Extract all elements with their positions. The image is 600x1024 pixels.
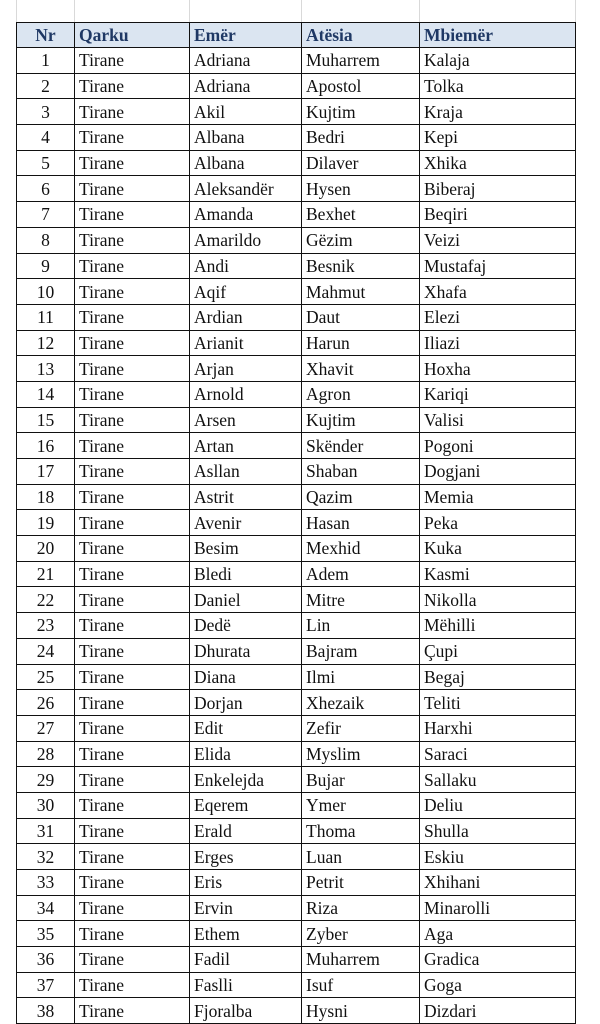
table-row xyxy=(17,433,576,459)
cell-qarku: Tirane xyxy=(75,587,190,613)
cell-qarku: Tirane xyxy=(75,792,190,818)
table-row xyxy=(17,638,576,664)
table-row xyxy=(17,587,576,613)
cell-emer: Dedë xyxy=(190,613,302,639)
cell-qarku: Tirane xyxy=(75,73,190,99)
cell-emer: Daniel xyxy=(190,587,302,613)
table-row xyxy=(17,99,576,125)
cell-emer: Aqif xyxy=(190,279,302,305)
cell-mbiemer: Sallaku xyxy=(420,767,576,793)
cell-mbiemer: Deliu xyxy=(420,792,576,818)
spreadsheet-gridlines xyxy=(0,0,600,22)
cell-qarku: Tirane xyxy=(75,279,190,305)
cell-mbiemer: Kalaja xyxy=(420,48,576,74)
table-row xyxy=(17,125,576,151)
cell-emer: Fjoralba xyxy=(190,998,302,1024)
cell-mbiemer: Kariqi xyxy=(420,381,576,407)
cell-emer: Bledi xyxy=(190,561,302,587)
cell-emer: Erald xyxy=(190,818,302,844)
cell-nr: 24 xyxy=(17,638,75,664)
cell-atesia: Adem xyxy=(302,561,420,587)
cell-nr: 9 xyxy=(17,253,75,279)
cell-mbiemer: Elezi xyxy=(420,304,576,330)
cell-atesia: Petrit xyxy=(302,870,420,896)
cell-qarku: Tirane xyxy=(75,921,190,947)
cell-mbiemer: Gradica xyxy=(420,947,576,973)
cell-emer: Andi xyxy=(190,253,302,279)
table-row xyxy=(17,304,576,330)
cell-emer: Eris xyxy=(190,870,302,896)
table-row xyxy=(17,895,576,921)
cell-mbiemer: Çupi xyxy=(420,638,576,664)
table-row xyxy=(17,947,576,973)
table-body xyxy=(17,48,576,1024)
cell-atesia: Myslim xyxy=(302,741,420,767)
cell-mbiemer: Xhafa xyxy=(420,279,576,305)
cell-qarku: Tirane xyxy=(75,227,190,253)
cell-atesia: Harun xyxy=(302,330,420,356)
cell-emer: Erges xyxy=(190,844,302,870)
cell-qarku: Tirane xyxy=(75,972,190,998)
cell-nr: 16 xyxy=(17,433,75,459)
cell-atesia: Skënder xyxy=(302,433,420,459)
cell-qarku: Tirane xyxy=(75,48,190,74)
gridline xyxy=(575,0,576,22)
cell-qarku: Tirane xyxy=(75,330,190,356)
table-row xyxy=(17,253,576,279)
table-row xyxy=(17,870,576,896)
cell-atesia: Bedri xyxy=(302,125,420,151)
cell-emer: Enkelejda xyxy=(190,767,302,793)
cell-atesia: Luan xyxy=(302,844,420,870)
table-row xyxy=(17,664,576,690)
table-row xyxy=(17,227,576,253)
table-row xyxy=(17,844,576,870)
cell-atesia: Kujtim xyxy=(302,99,420,125)
cell-mbiemer: Saraci xyxy=(420,741,576,767)
cell-emer: Fadil xyxy=(190,947,302,973)
cell-emer: Arianit xyxy=(190,330,302,356)
cell-nr: 37 xyxy=(17,972,75,998)
cell-mbiemer: Shulla xyxy=(420,818,576,844)
cell-qarku: Tirane xyxy=(75,715,190,741)
cell-qarku: Tirane xyxy=(75,304,190,330)
cell-atesia: Bajram xyxy=(302,638,420,664)
cell-qarku: Tirane xyxy=(75,613,190,639)
cell-mbiemer: Aga xyxy=(420,921,576,947)
table-row xyxy=(17,741,576,767)
cell-nr: 25 xyxy=(17,664,75,690)
cell-mbiemer: Beqiri xyxy=(420,202,576,228)
cell-emer: Elida xyxy=(190,741,302,767)
gridline xyxy=(301,0,302,22)
cell-nr: 5 xyxy=(17,150,75,176)
cell-mbiemer: Dizdari xyxy=(420,998,576,1024)
cell-nr: 21 xyxy=(17,561,75,587)
cell-mbiemer: Dogjani xyxy=(420,459,576,485)
table-row xyxy=(17,613,576,639)
cell-emer: Ardian xyxy=(190,304,302,330)
cell-nr: 1 xyxy=(17,48,75,74)
cell-qarku: Tirane xyxy=(75,767,190,793)
table-row xyxy=(17,998,576,1024)
name-list-table xyxy=(16,22,576,1024)
cell-atesia: Mitre xyxy=(302,587,420,613)
cell-atesia: Thoma xyxy=(302,818,420,844)
cell-mbiemer: Veizi xyxy=(420,227,576,253)
cell-atesia: Dilaver xyxy=(302,150,420,176)
cell-qarku: Tirane xyxy=(75,690,190,716)
cell-nr: 28 xyxy=(17,741,75,767)
table-row xyxy=(17,407,576,433)
cell-nr: 4 xyxy=(17,125,75,151)
cell-nr: 3 xyxy=(17,99,75,125)
header-atesia: Atësia xyxy=(302,23,420,48)
table-row xyxy=(17,715,576,741)
cell-atesia: Isuf xyxy=(302,972,420,998)
cell-atesia: Muharrem xyxy=(302,48,420,74)
cell-emer: Adriana xyxy=(190,73,302,99)
cell-emer: Amanda xyxy=(190,202,302,228)
table-row xyxy=(17,202,576,228)
cell-qarku: Tirane xyxy=(75,510,190,536)
cell-atesia: Ymer xyxy=(302,792,420,818)
cell-qarku: Tirane xyxy=(75,870,190,896)
header-qarku: Qarku xyxy=(75,23,190,48)
cell-qarku: Tirane xyxy=(75,459,190,485)
cell-nr: 18 xyxy=(17,484,75,510)
cell-atesia: Xhezaik xyxy=(302,690,420,716)
cell-atesia: Hysen xyxy=(302,176,420,202)
cell-emer: Amarildo xyxy=(190,227,302,253)
cell-nr: 7 xyxy=(17,202,75,228)
cell-mbiemer: Kraja xyxy=(420,99,576,125)
cell-nr: 13 xyxy=(17,356,75,382)
cell-nr: 19 xyxy=(17,510,75,536)
cell-atesia: Zyber xyxy=(302,921,420,947)
cell-emer: Ethem xyxy=(190,921,302,947)
cell-atesia: Ilmi xyxy=(302,664,420,690)
cell-nr: 38 xyxy=(17,998,75,1024)
cell-atesia: Lin xyxy=(302,613,420,639)
cell-emer: Akil xyxy=(190,99,302,125)
cell-qarku: Tirane xyxy=(75,202,190,228)
table-row xyxy=(17,356,576,382)
cell-emer: Besim xyxy=(190,536,302,562)
cell-nr: 15 xyxy=(17,407,75,433)
header-row xyxy=(17,23,576,48)
cell-qarku: Tirane xyxy=(75,150,190,176)
cell-atesia: Besnik xyxy=(302,253,420,279)
cell-qarku: Tirane xyxy=(75,895,190,921)
cell-qarku: Tirane xyxy=(75,433,190,459)
cell-atesia: Zefir xyxy=(302,715,420,741)
cell-mbiemer: Peka xyxy=(420,510,576,536)
cell-qarku: Tirane xyxy=(75,99,190,125)
cell-emer: Arjan xyxy=(190,356,302,382)
table-row xyxy=(17,459,576,485)
cell-nr: 8 xyxy=(17,227,75,253)
cell-nr: 35 xyxy=(17,921,75,947)
gridline xyxy=(16,0,17,22)
cell-qarku: Tirane xyxy=(75,407,190,433)
cell-nr: 30 xyxy=(17,792,75,818)
table-row xyxy=(17,484,576,510)
cell-nr: 14 xyxy=(17,381,75,407)
gridline xyxy=(189,0,190,22)
cell-qarku: Tirane xyxy=(75,381,190,407)
cell-emer: Artan xyxy=(190,433,302,459)
cell-mbiemer: Valisi xyxy=(420,407,576,433)
table-row xyxy=(17,561,576,587)
cell-emer: Faslli xyxy=(190,972,302,998)
cell-nr: 20 xyxy=(17,536,75,562)
cell-mbiemer: Biberaj xyxy=(420,176,576,202)
header-emer: Emër xyxy=(190,23,302,48)
table-row xyxy=(17,921,576,947)
cell-nr: 2 xyxy=(17,73,75,99)
table-row xyxy=(17,792,576,818)
cell-mbiemer: Harxhi xyxy=(420,715,576,741)
cell-mbiemer: Begaj xyxy=(420,664,576,690)
cell-mbiemer: Tolka xyxy=(420,73,576,99)
cell-nr: 31 xyxy=(17,818,75,844)
cell-nr: 26 xyxy=(17,690,75,716)
cell-qarku: Tirane xyxy=(75,536,190,562)
cell-emer: Dhurata xyxy=(190,638,302,664)
cell-emer: Ervin xyxy=(190,895,302,921)
cell-atesia: Muharrem xyxy=(302,947,420,973)
cell-nr: 22 xyxy=(17,587,75,613)
cell-qarku: Tirane xyxy=(75,356,190,382)
cell-atesia: Xhavit xyxy=(302,356,420,382)
cell-mbiemer: Mustafaj xyxy=(420,253,576,279)
cell-nr: 6 xyxy=(17,176,75,202)
gridline xyxy=(74,0,75,22)
cell-emer: Avenir xyxy=(190,510,302,536)
cell-qarku: Tirane xyxy=(75,844,190,870)
cell-qarku: Tirane xyxy=(75,561,190,587)
table-row xyxy=(17,48,576,74)
table-row xyxy=(17,73,576,99)
cell-atesia: Gëzim xyxy=(302,227,420,253)
cell-nr: 34 xyxy=(17,895,75,921)
cell-nr: 11 xyxy=(17,304,75,330)
cell-atesia: Shaban xyxy=(302,459,420,485)
cell-emer: Arnold xyxy=(190,381,302,407)
cell-qarku: Tirane xyxy=(75,947,190,973)
cell-emer: Albana xyxy=(190,125,302,151)
table-row xyxy=(17,279,576,305)
table-row xyxy=(17,510,576,536)
cell-emer: Arsen xyxy=(190,407,302,433)
cell-mbiemer: Mëhilli xyxy=(420,613,576,639)
cell-mbiemer: Memia xyxy=(420,484,576,510)
cell-nr: 12 xyxy=(17,330,75,356)
cell-qarku: Tirane xyxy=(75,253,190,279)
cell-mbiemer: Eskiu xyxy=(420,844,576,870)
table-row xyxy=(17,330,576,356)
cell-mbiemer: Hoxha xyxy=(420,356,576,382)
gridline xyxy=(419,0,420,22)
table-row xyxy=(17,176,576,202)
cell-qarku: Tirane xyxy=(75,998,190,1024)
cell-mbiemer: Kasmi xyxy=(420,561,576,587)
cell-qarku: Tirane xyxy=(75,484,190,510)
cell-qarku: Tirane xyxy=(75,638,190,664)
cell-mbiemer: Pogoni xyxy=(420,433,576,459)
header-mbiemer: Mbiemër xyxy=(420,23,576,48)
cell-mbiemer: Nikolla xyxy=(420,587,576,613)
cell-mbiemer: Kuka xyxy=(420,536,576,562)
table-row xyxy=(17,381,576,407)
cell-emer: Edit xyxy=(190,715,302,741)
cell-qarku: Tirane xyxy=(75,125,190,151)
cell-atesia: Bexhet xyxy=(302,202,420,228)
cell-emer: Diana xyxy=(190,664,302,690)
cell-nr: 10 xyxy=(17,279,75,305)
cell-emer: Asllan xyxy=(190,459,302,485)
cell-emer: Aleksandër xyxy=(190,176,302,202)
header-nr: Nr xyxy=(17,23,75,48)
cell-qarku: Tirane xyxy=(75,664,190,690)
cell-nr: 33 xyxy=(17,870,75,896)
cell-emer: Astrit xyxy=(190,484,302,510)
cell-mbiemer: Iliazi xyxy=(420,330,576,356)
cell-atesia: Mahmut xyxy=(302,279,420,305)
table-row xyxy=(17,536,576,562)
cell-atesia: Daut xyxy=(302,304,420,330)
cell-nr: 27 xyxy=(17,715,75,741)
cell-mbiemer: Kepi xyxy=(420,125,576,151)
cell-emer: Albana xyxy=(190,150,302,176)
cell-atesia: Hysni xyxy=(302,998,420,1024)
table-row xyxy=(17,150,576,176)
cell-qarku: Tirane xyxy=(75,176,190,202)
cell-atesia: Agron xyxy=(302,381,420,407)
cell-nr: 17 xyxy=(17,459,75,485)
cell-mbiemer: Xhika xyxy=(420,150,576,176)
cell-nr: 23 xyxy=(17,613,75,639)
cell-emer: Adriana xyxy=(190,48,302,74)
cell-nr: 29 xyxy=(17,767,75,793)
cell-atesia: Qazim xyxy=(302,484,420,510)
cell-mbiemer: Goga xyxy=(420,972,576,998)
cell-atesia: Riza xyxy=(302,895,420,921)
cell-qarku: Tirane xyxy=(75,741,190,767)
cell-nr: 36 xyxy=(17,947,75,973)
cell-nr: 32 xyxy=(17,844,75,870)
table-row xyxy=(17,690,576,716)
cell-atesia: Mexhid xyxy=(302,536,420,562)
cell-emer: Dorjan xyxy=(190,690,302,716)
cell-atesia: Hasan xyxy=(302,510,420,536)
cell-atesia: Kujtim xyxy=(302,407,420,433)
cell-qarku: Tirane xyxy=(75,818,190,844)
cell-mbiemer: Teliti xyxy=(420,690,576,716)
table-row xyxy=(17,767,576,793)
cell-atesia: Bujar xyxy=(302,767,420,793)
cell-mbiemer: Minarolli xyxy=(420,895,576,921)
cell-mbiemer: Xhihani xyxy=(420,870,576,896)
cell-emer: Eqerem xyxy=(190,792,302,818)
table-row xyxy=(17,818,576,844)
table-row xyxy=(17,972,576,998)
cell-atesia: Apostol xyxy=(302,73,420,99)
